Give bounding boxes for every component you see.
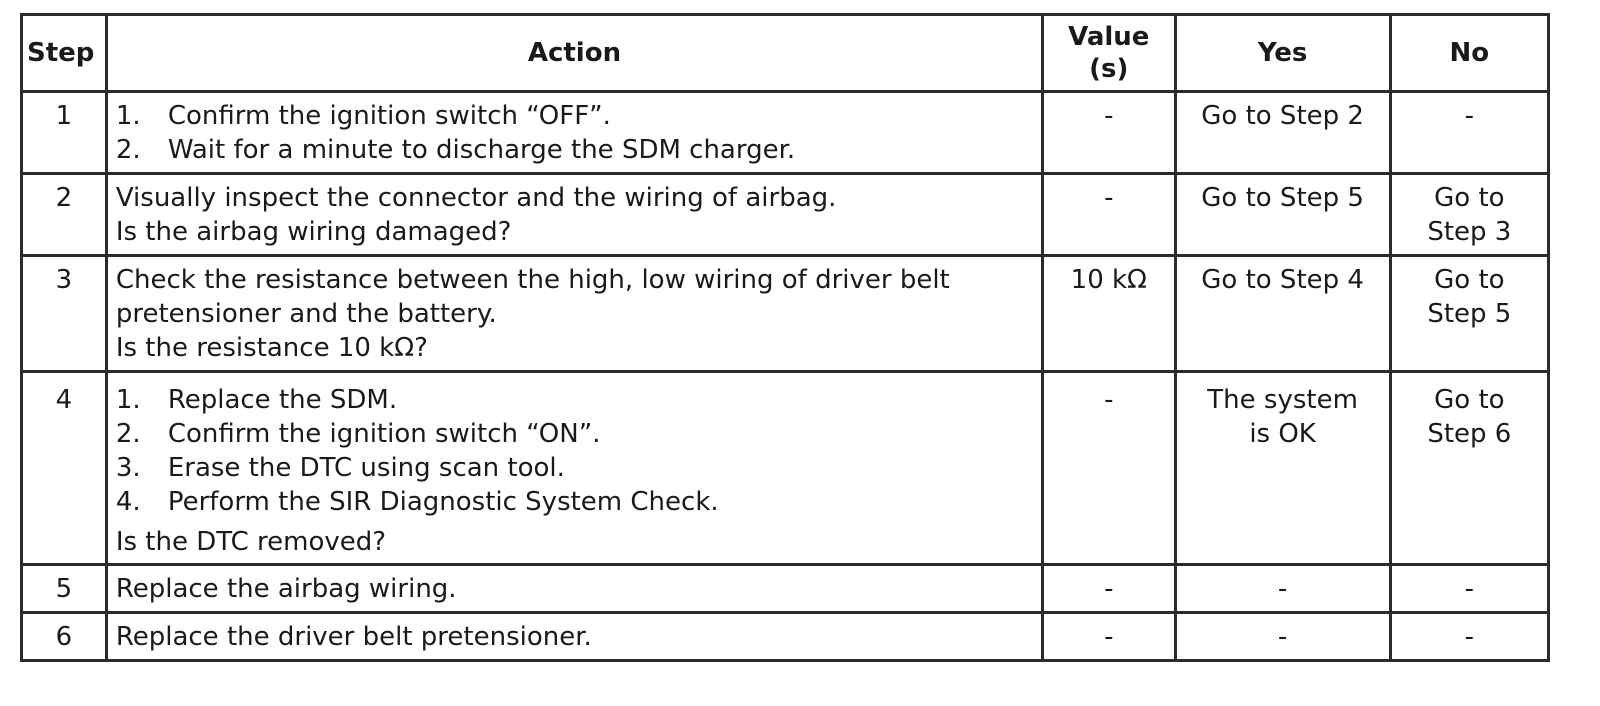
table-row (22, 174, 1549, 256)
header-no: No (1390, 15, 1548, 92)
table-row (22, 613, 1549, 661)
action-question: Is the airbag wiring damaged? (115, 217, 512, 247)
step-number: 4 (22, 372, 107, 565)
value-cell: 10 kΩ (1043, 256, 1175, 372)
action-cell (106, 174, 1042, 256)
action-list (116, 383, 1033, 519)
action-line: Visually inspect the connector and the wiring of airbag. (115, 183, 837, 213)
step-number: 6 (22, 613, 107, 661)
no-cell: - (1390, 613, 1548, 661)
yes-cell: Go to Step 2 (1175, 92, 1390, 174)
yes-cell: The system is OK (1175, 372, 1390, 565)
action-line: Replace the driver belt pretensioner. (115, 622, 592, 652)
action-cell (106, 372, 1042, 565)
table-row (22, 565, 1549, 613)
no-cell: Go to Step 5 (1390, 256, 1548, 372)
action-line: Replace the airbag wiring. (115, 574, 457, 604)
header-yes: Yes (1175, 15, 1390, 92)
list-item: 2. Wait for a minute to discharge the SDM charger. (115, 135, 796, 165)
value-cell: - (1043, 372, 1175, 565)
action-line: Check the resistance between the high, low wiring of driver belt pretensioner and the battery. (115, 265, 950, 329)
no-cell: - (1390, 565, 1548, 613)
value-cell: - (1043, 613, 1175, 661)
step-number: 5 (22, 565, 107, 613)
header-value: Value (s) (1043, 15, 1175, 92)
action-cell (106, 613, 1042, 661)
step-number: 3 (22, 256, 107, 372)
yes-cell: Go to Step 4 (1175, 256, 1390, 372)
table-row (22, 92, 1549, 174)
action-cell (106, 565, 1042, 613)
header-row (22, 15, 1549, 92)
value-cell: - (1043, 174, 1175, 256)
action-cell (106, 256, 1042, 372)
yes-cell: - (1175, 613, 1390, 661)
table-row (22, 256, 1549, 372)
no-cell: Go to Step 6 (1390, 372, 1548, 565)
table-row (22, 372, 1549, 565)
action-cell (106, 92, 1042, 174)
value-cell: - (1043, 565, 1175, 613)
list-item: 1. Confirm the ignition switch “OFF”. (115, 101, 611, 131)
header-step: Step (22, 15, 107, 92)
no-cell: Go to Step 3 (1390, 174, 1548, 256)
step-number: 1 (22, 92, 107, 174)
diagnostic-table (20, 13, 1550, 662)
no-cell: - (1390, 92, 1548, 174)
list-item: 2. Confirm the ignition switch “ON”. (115, 419, 601, 449)
yes-cell: Go to Step 5 (1175, 174, 1390, 256)
action-question: Is the DTC removed? (115, 527, 387, 557)
yes-cell: - (1175, 565, 1390, 613)
value-cell: - (1043, 92, 1175, 174)
header-action: Action (106, 15, 1042, 92)
list-item: 3. Erase the DTC using scan tool. (115, 453, 565, 483)
action-list (116, 99, 1033, 167)
list-item: 1. Replace the SDM. (115, 385, 398, 415)
list-item: 4. Perform the SIR Diagnostic System Check. (115, 487, 719, 517)
step-number: 2 (22, 174, 107, 256)
action-question: Is the resistance 10 kΩ? (115, 333, 428, 363)
